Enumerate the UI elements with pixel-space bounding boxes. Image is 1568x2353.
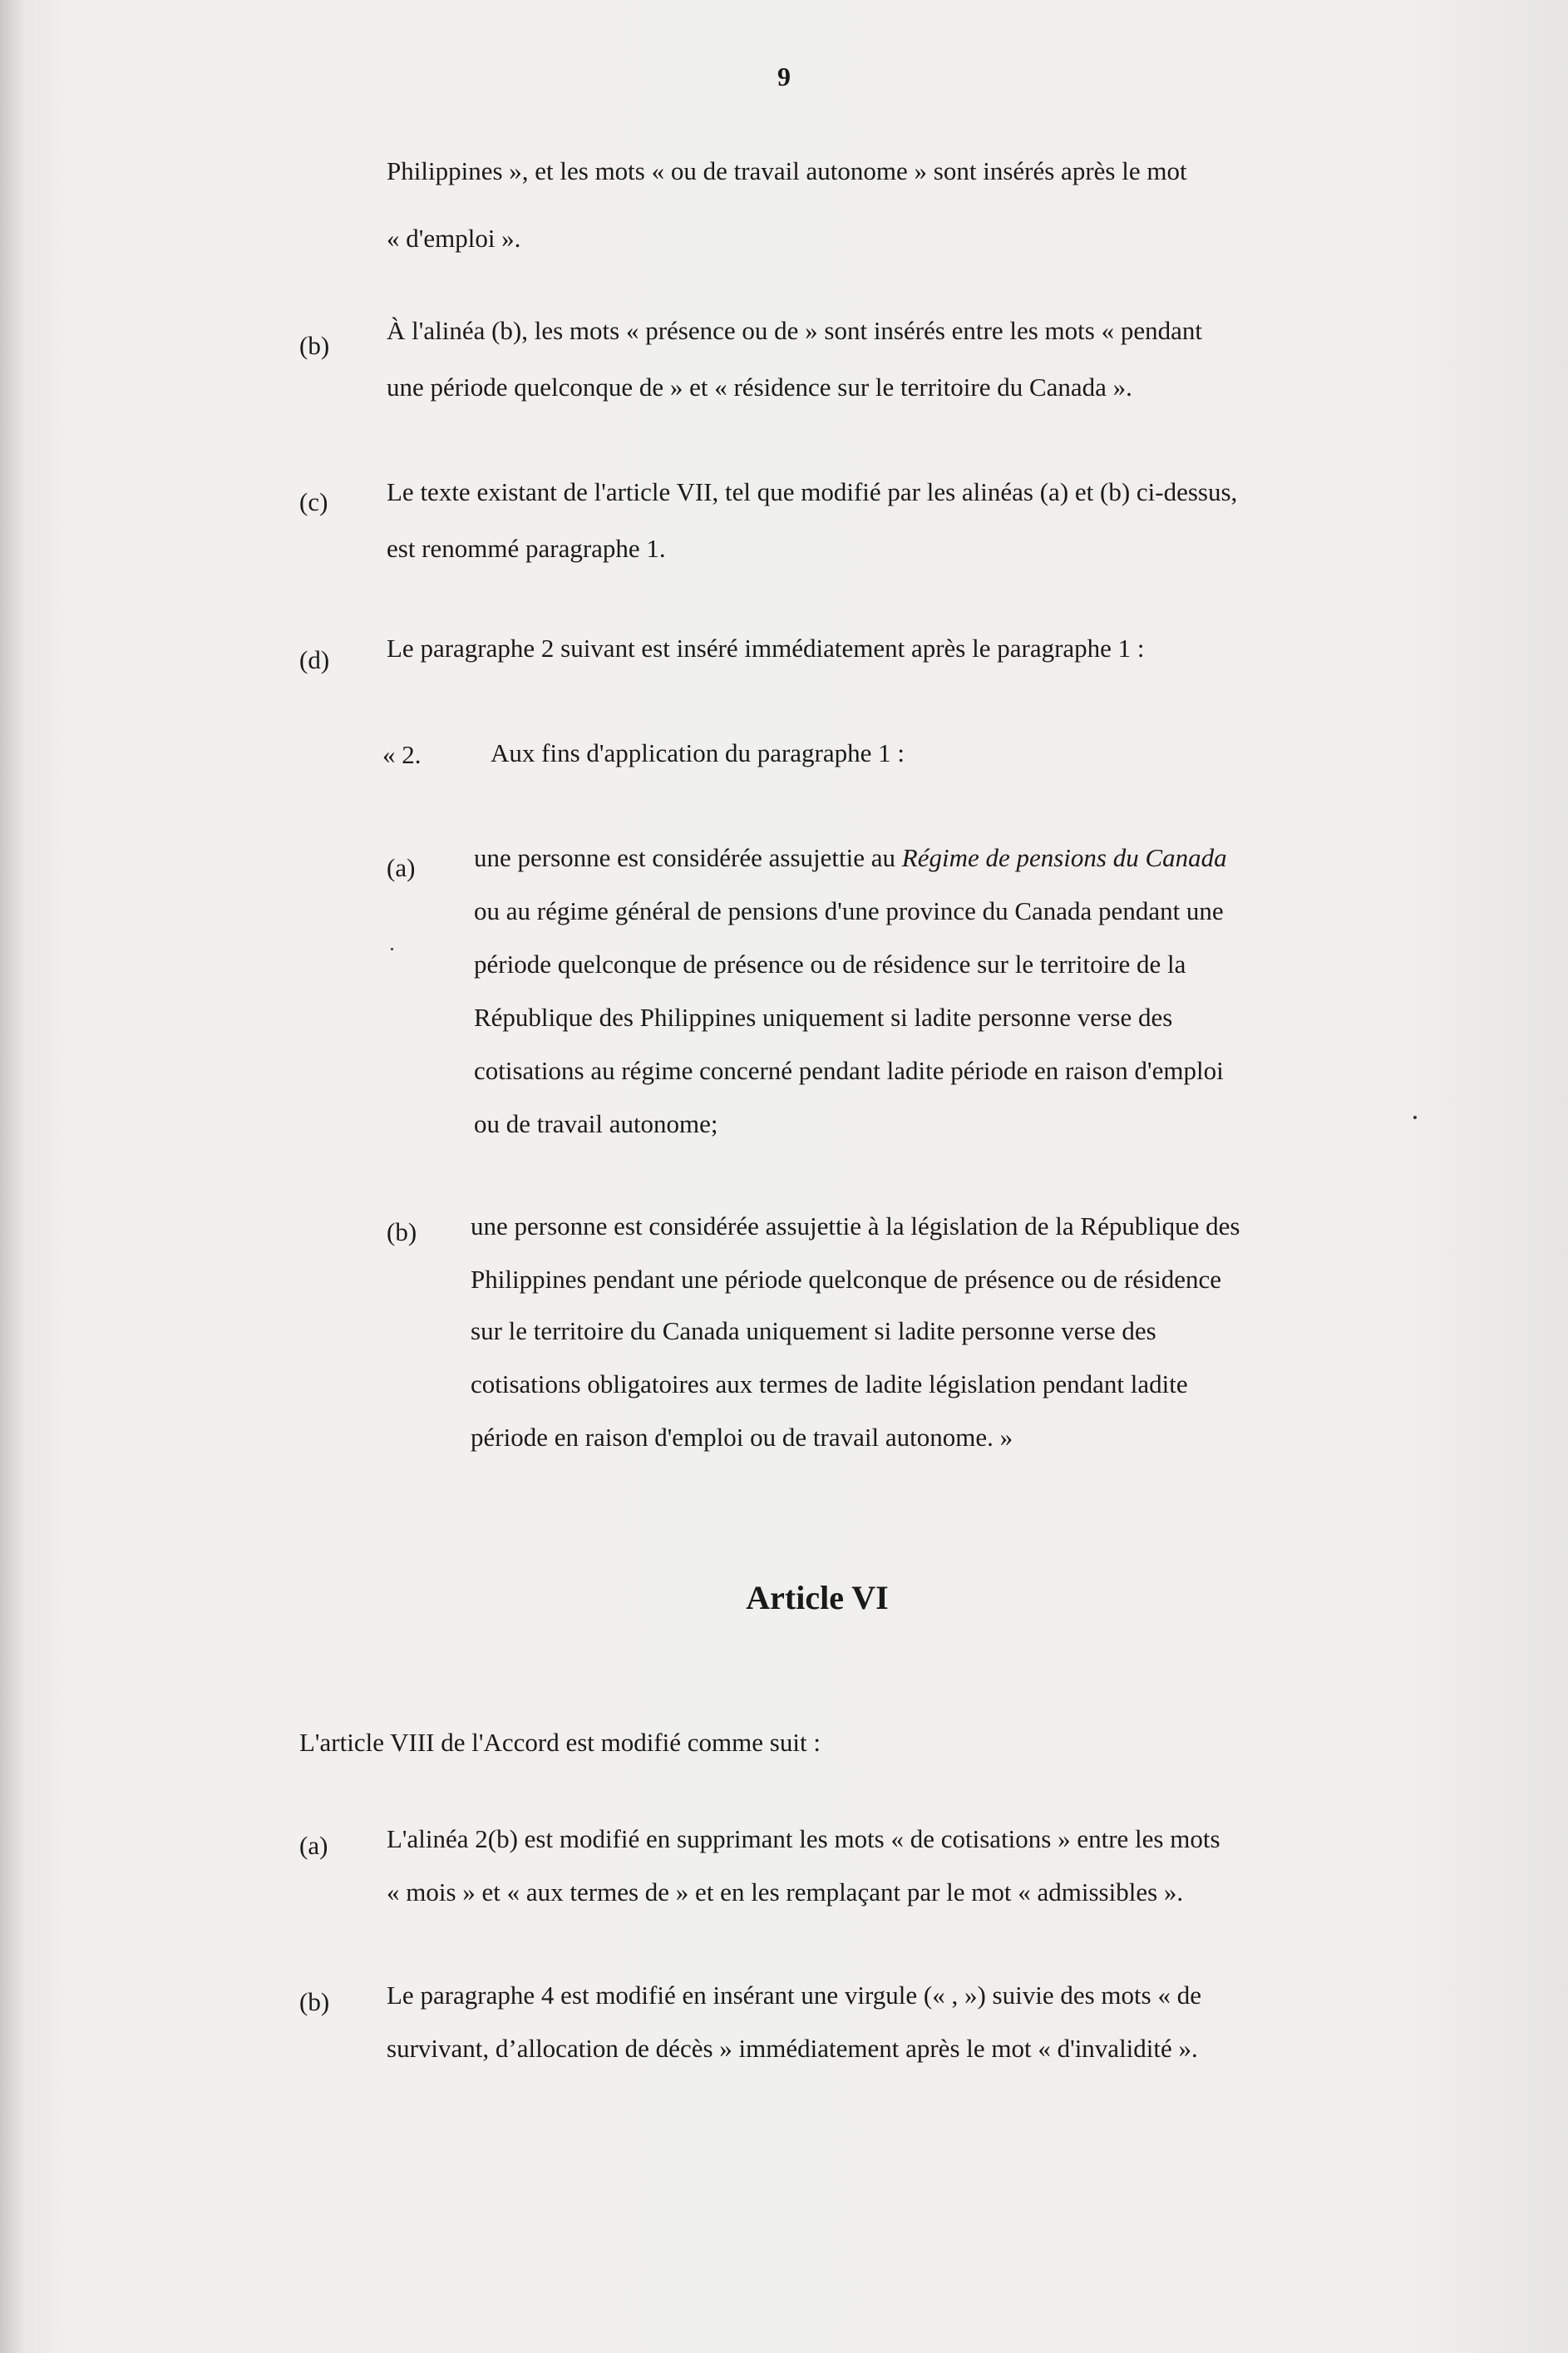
paragraph-line: Le texte existant de l'article VII, tel que modifié par les alinéas (a) et (b) ci-dessus, — [387, 477, 1238, 506]
paragraph-label: « 2. — [382, 740, 422, 769]
paragraph-line: période quelconque de présence ou de résidence sur le territoire de la — [474, 950, 1186, 979]
item-label: (a) — [387, 853, 416, 882]
article-heading: Article VI — [746, 1579, 889, 1616]
paragraph-line: cotisations au régime concerné pendant ladite période en raison d'emploi — [474, 1056, 1224, 1085]
paragraph-line: « mois » et « aux termes de » et en les remplaçant par le mot « admissibles ». — [387, 1877, 1184, 1907]
paragraph-line: survivant, d’allocation de décès » immédiatement après le mot « d'invalidité ». — [387, 2034, 1198, 2063]
item-label: (b) — [299, 1987, 330, 2016]
paragraph-line: ou au régime général de pensions d'une province du Canada pendant une — [474, 896, 1224, 925]
paragraph-line: À l'alinéa (b), les mots « présence ou de » sont insérés entre les mots « pendant — [387, 316, 1202, 345]
paragraph-line: L'article VIII de l'Accord est modifié comme suit : — [299, 1728, 821, 1757]
paragraph-line: L'alinéa 2(b) est modifié en supprimant les mots « de cotisations » entre les mots — [387, 1824, 1220, 1853]
item-label: (a) — [299, 1831, 328, 1860]
paragraph-line: cotisations obligatoires aux termes de ladite législation pendant ladite — [471, 1369, 1188, 1398]
paragraph-line: Le paragraphe 4 est modifié en insérant une virgule (« , ») suivie des mots « de — [387, 1981, 1201, 2010]
paragraph-line: République des Philippines uniquement si ladite personne verse des — [474, 1003, 1173, 1032]
item-label: (c) — [299, 487, 328, 516]
item-label: (b) — [387, 1217, 417, 1246]
paragraph-line: est renommé paragraphe 1. — [387, 534, 666, 563]
item-label: (b) — [299, 331, 330, 360]
paragraph-line: une personne est considérée assujettie au Régime de pensions du Canada — [474, 843, 1227, 872]
paragraph-line: Le paragraphe 2 suivant est inséré immédiatement après le paragraphe 1 : — [387, 634, 1145, 663]
item-label: (d) — [299, 645, 330, 674]
paragraph-line: sur le territoire du Canada uniquement si ladite personne verse des — [471, 1316, 1156, 1345]
page-number: 9 — [777, 62, 791, 91]
paragraph-line: Aux fins d'application du paragraphe 1 : — [491, 738, 905, 767]
paragraph-line: une période quelconque de » et « résidence sur le territoire du Canada ». — [387, 372, 1132, 402]
scan-speck — [391, 948, 393, 950]
paragraph-line: Philippines », et les mots « ou de travail autonome » sont insérés après le mot — [387, 156, 1187, 185]
paragraph-line: période en raison d'emploi ou de travail autonome. » — [471, 1423, 1013, 1452]
paragraph-line: « d'emploi ». — [387, 224, 521, 253]
paragraph-line: une personne est considérée assujettie à la législation de la République des — [471, 1211, 1240, 1241]
paragraph-line: Philippines pendant une période quelconque de présence ou de résidence — [471, 1265, 1221, 1294]
paragraph-line: ou de travail autonome; — [474, 1109, 718, 1138]
italic-title: Régime de pensions du Canada — [901, 843, 1227, 872]
scan-speck — [1413, 1116, 1417, 1119]
